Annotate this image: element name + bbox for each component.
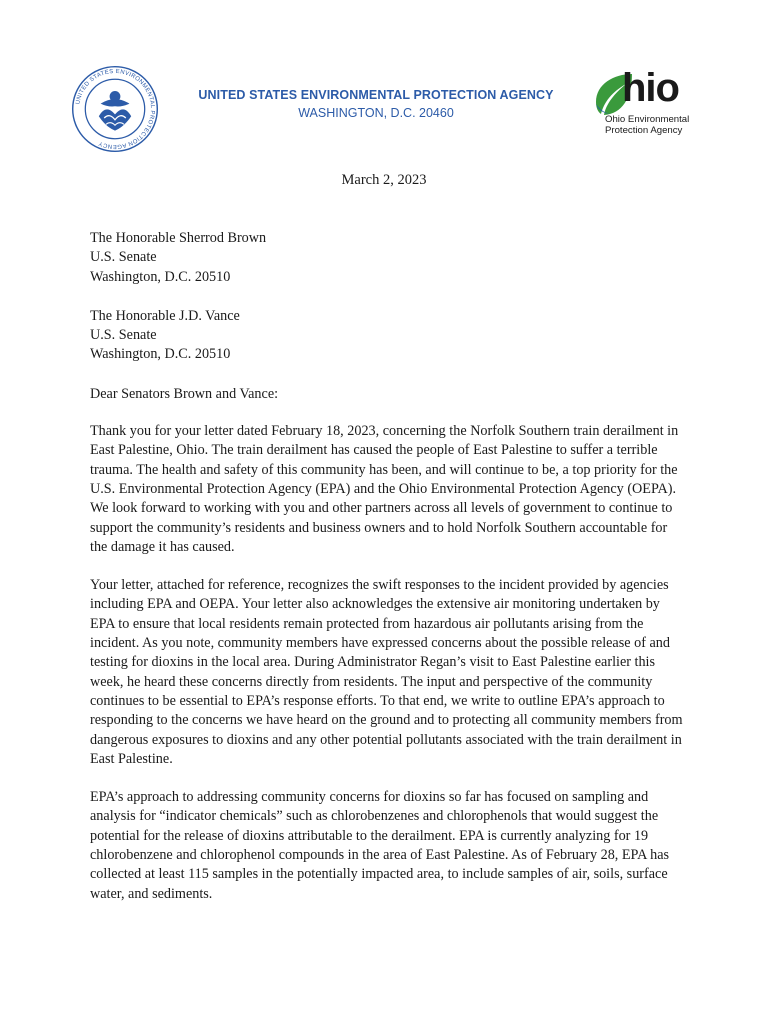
recipient-city: Washington, D.C. 20510 [90, 346, 231, 363]
epa-seal-logo [70, 64, 160, 154]
body-paragraph: Your letter, attached for reference, recognizes the swift responses to the incident provided by agencies including EPA and OEPA. Your letter also acknowledges the extensive air monitoring undertaken by EPA to ensure that local residents remain protected from hazardous air pollutants arising from the incident. As you note, community members have expressed concerns about the possible release of and testing for dioxins in the local area. During Administrator Regan’s visit to East Palestine earlier this week, he heard these concerns directly from residents. The input and perspective of the community continues to be essential to EPA’s response efforts. To that end, we write to outline EPA’s approach to responding to the concerns we have heard on the ground and to protecting all community members from dangerous exposures to dioxins and any other potential pollutants associated with the train derailment in East Palestine. [90, 577, 683, 767]
body-paragraph: EPA’s approach to addressing community concerns for dioxins so far has focused on sampling and analysis for “indicator chemicals” such as chlorobenzenes and chlorophenols that would suggest the potential for the release of dioxins attributable to the derailment. EPA is currently analyzing for 19 chlorobenzene and chlorophenol compounds in the area of East Palestine. As of February 28, EPA has collected at least 115 samples in the potentially impacted area, to include samples of air, soils, surface water, and sediments. [90, 789, 670, 902]
ohio-epa-logo [592, 66, 702, 142]
recipient-address [90, 229, 686, 287]
recipient-address [90, 307, 686, 365]
svg-text:UNITED STATES ENVIRONMENTAL PR: UNITED STATES ENVIRONMENTAL PROTECTION AGENCY [75, 68, 156, 150]
recipient-name: The Honorable Sherrod Brown [90, 230, 267, 246]
ohio-wordmark: hio [622, 66, 679, 110]
letterhead [0, 0, 768, 160]
ohio-agency-subtitle: Ohio Environmental Protection Agency [605, 114, 690, 136]
recipient-office: U.S. Senate [90, 327, 157, 344]
agency-header [180, 86, 572, 122]
recipient-name: The Honorable J.D. Vance [90, 307, 240, 324]
agency-address: WASHINGTON, D.C. 20460 [298, 106, 454, 120]
body-paragraph: Thank you for your letter dated February 18, 2023, concerning the Norfolk Southern train derailment in East Palestine, Ohio. The train derailment has caused the people of East Palestine to suffer a terrible trauma. The health and safety of this community has been, and will continue to be, a top priority for the U.S. Environmental Protection Agency (EPA) and the Ohio Environmental Protection Agency (OEPA). We look forward to working with you and other partners across all levels of government to continue to support the community’s residents and business owners and to hold Norfolk Southern accountable for the damage it has caused. [90, 423, 679, 555]
recipient-city: Washington, D.C. 20510 [90, 268, 231, 285]
agency-name: UNITED STATES ENVIRONMENTAL PROTECTION AGENCY [198, 88, 554, 102]
letter-body [90, 229, 686, 923]
recipient-office: U.S. Senate [90, 249, 157, 266]
salutation: Dear Senators Brown and Vance: [90, 385, 279, 402]
letter-date: March 2, 2023 [341, 172, 427, 188]
